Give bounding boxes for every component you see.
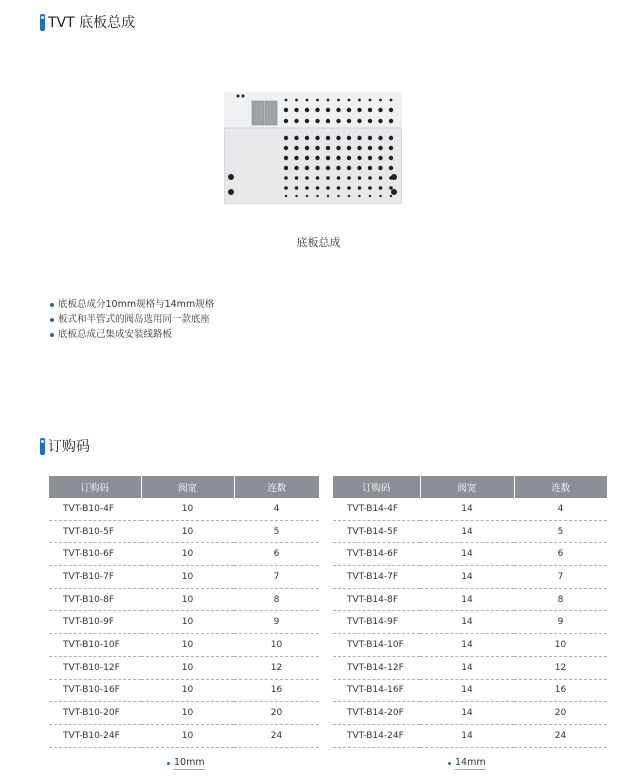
table-row xyxy=(49,588,319,611)
table-row xyxy=(333,566,607,589)
bullet-icon xyxy=(50,333,54,337)
table-row xyxy=(49,656,319,679)
cell-order-code: TVT-B14-20F xyxy=(333,702,420,725)
cell-valve-width: 10 xyxy=(141,724,234,747)
base-plate-image xyxy=(224,92,402,204)
cell-order-code: TVT-B10-6F xyxy=(49,543,141,566)
cell-valve-width: 10 xyxy=(141,543,234,566)
header-station-count: 连数 xyxy=(234,476,319,498)
cell-valve-width: 14 xyxy=(420,543,514,566)
cell-station-count: 16 xyxy=(234,679,319,702)
table-header-row xyxy=(333,476,607,498)
cell-station-count: 24 xyxy=(514,724,607,747)
cell-valve-width: 10 xyxy=(141,679,234,702)
cell-station-count: 20 xyxy=(514,702,607,725)
feature-list xyxy=(50,297,214,342)
table-row xyxy=(49,566,319,589)
cell-station-count: 6 xyxy=(514,543,607,566)
cell-valve-width: 10 xyxy=(141,611,234,634)
footnote-14mm: 14mm xyxy=(448,757,486,770)
header-valve-width: 阀宽 xyxy=(141,476,234,498)
cell-order-code: TVT-B14-7F xyxy=(333,566,420,589)
table-row xyxy=(333,656,607,679)
cell-order-code: TVT-B10-8F xyxy=(49,588,141,611)
cell-order-code: TVT-B10-20F xyxy=(49,702,141,725)
order-table-14mm xyxy=(333,476,607,748)
cell-valve-width: 10 xyxy=(141,702,234,725)
section-title-text: 订购码 xyxy=(48,439,90,455)
footnote-10mm: 10mm xyxy=(167,757,205,770)
cell-order-code: TVT-B10-5F xyxy=(49,520,141,543)
cell-valve-width: 14 xyxy=(420,588,514,611)
section-title-text: TVT 底板总成 xyxy=(48,15,136,31)
cell-station-count: 10 xyxy=(234,634,319,657)
table-row xyxy=(49,702,319,725)
table-header-row xyxy=(49,476,319,498)
table-row xyxy=(49,611,319,634)
table-row xyxy=(49,543,319,566)
cell-valve-width: 10 xyxy=(141,520,234,543)
cell-valve-width: 14 xyxy=(420,702,514,725)
table-row xyxy=(49,634,319,657)
cell-order-code: TVT-B14-16F xyxy=(333,679,420,702)
cell-order-code: TVT-B10-4F xyxy=(49,498,141,520)
cell-order-code: TVT-B14-24F xyxy=(333,724,420,747)
table-row xyxy=(333,634,607,657)
cell-valve-width: 10 xyxy=(141,566,234,589)
cell-valve-width: 10 xyxy=(141,498,234,520)
cell-station-count: 24 xyxy=(234,724,319,747)
cell-valve-width: 10 xyxy=(141,634,234,657)
bullet-icon xyxy=(50,318,54,322)
cell-order-code: TVT-B10-16F xyxy=(49,679,141,702)
bullet-icon xyxy=(50,303,54,307)
cell-station-count: 4 xyxy=(234,498,319,520)
cell-station-count: 4 xyxy=(514,498,607,520)
bullet-icon xyxy=(167,762,170,765)
section-title-order-code xyxy=(40,436,90,456)
cell-valve-width: 14 xyxy=(420,679,514,702)
table-row xyxy=(333,611,607,634)
cell-station-count: 5 xyxy=(234,520,319,543)
table-row xyxy=(333,679,607,702)
cell-station-count: 12 xyxy=(514,656,607,679)
section-marker-icon xyxy=(40,14,45,31)
cell-order-code: TVT-B14-9F xyxy=(333,611,420,634)
table-row xyxy=(333,702,607,725)
cell-order-code: TVT-B10-12F xyxy=(49,656,141,679)
table-row xyxy=(49,679,319,702)
cell-station-count: 10 xyxy=(514,634,607,657)
feature-item: 底板总成己集成安装线路板 xyxy=(50,327,214,342)
table-row xyxy=(333,588,607,611)
cell-station-count: 8 xyxy=(514,588,607,611)
table-row xyxy=(333,543,607,566)
cell-station-count: 8 xyxy=(234,588,319,611)
cell-order-code: TVT-B14-6F xyxy=(333,543,420,566)
section-marker-icon xyxy=(40,438,45,455)
bullet-icon xyxy=(448,762,451,765)
feature-item: 底板总成分10mm规格与14mm规格 xyxy=(50,297,214,312)
cell-valve-width: 14 xyxy=(420,724,514,747)
cell-valve-width: 14 xyxy=(420,520,514,543)
cell-station-count: 16 xyxy=(514,679,607,702)
cell-order-code: TVT-B14-5F xyxy=(333,520,420,543)
cell-order-code: TVT-B10-9F xyxy=(49,611,141,634)
table-row xyxy=(49,498,319,520)
cell-order-code: TVT-B14-12F xyxy=(333,656,420,679)
header-order-code: 订购码 xyxy=(333,476,420,498)
cell-order-code: TVT-B14-8F xyxy=(333,588,420,611)
table-row xyxy=(49,520,319,543)
cell-order-code: TVT-B10-24F xyxy=(49,724,141,747)
cell-valve-width: 14 xyxy=(420,634,514,657)
cell-order-code: TVT-B10-10F xyxy=(49,634,141,657)
cell-station-count: 5 xyxy=(514,520,607,543)
table-row xyxy=(49,724,319,747)
feature-item: 板式和半管式的阀岛选用同一款底座 xyxy=(50,312,214,327)
cell-valve-width: 14 xyxy=(420,611,514,634)
cell-station-count: 6 xyxy=(234,543,319,566)
cell-valve-width: 10 xyxy=(141,656,234,679)
cell-station-count: 7 xyxy=(514,566,607,589)
table-row xyxy=(333,520,607,543)
cell-station-count: 20 xyxy=(234,702,319,725)
cell-order-code: TVT-B14-10F xyxy=(333,634,420,657)
cell-station-count: 7 xyxy=(234,566,319,589)
cell-valve-width: 14 xyxy=(420,656,514,679)
table-row xyxy=(333,498,607,520)
header-station-count: 连数 xyxy=(514,476,607,498)
cell-valve-width: 10 xyxy=(141,588,234,611)
header-order-code: 订购码 xyxy=(49,476,141,498)
cell-station-count: 9 xyxy=(234,611,319,634)
header-valve-width: 阀宽 xyxy=(420,476,514,498)
table-row xyxy=(333,724,607,747)
cell-station-count: 12 xyxy=(234,656,319,679)
order-table-10mm xyxy=(49,476,319,748)
cell-valve-width: 14 xyxy=(420,498,514,520)
cell-order-code: TVT-B14-4F xyxy=(333,498,420,520)
cell-valve-width: 14 xyxy=(420,566,514,589)
cell-order-code: TVT-B10-7F xyxy=(49,566,141,589)
section-title-base-assembly xyxy=(40,12,135,32)
cell-station-count: 9 xyxy=(514,611,607,634)
image-caption: 底板总成 xyxy=(296,236,341,249)
